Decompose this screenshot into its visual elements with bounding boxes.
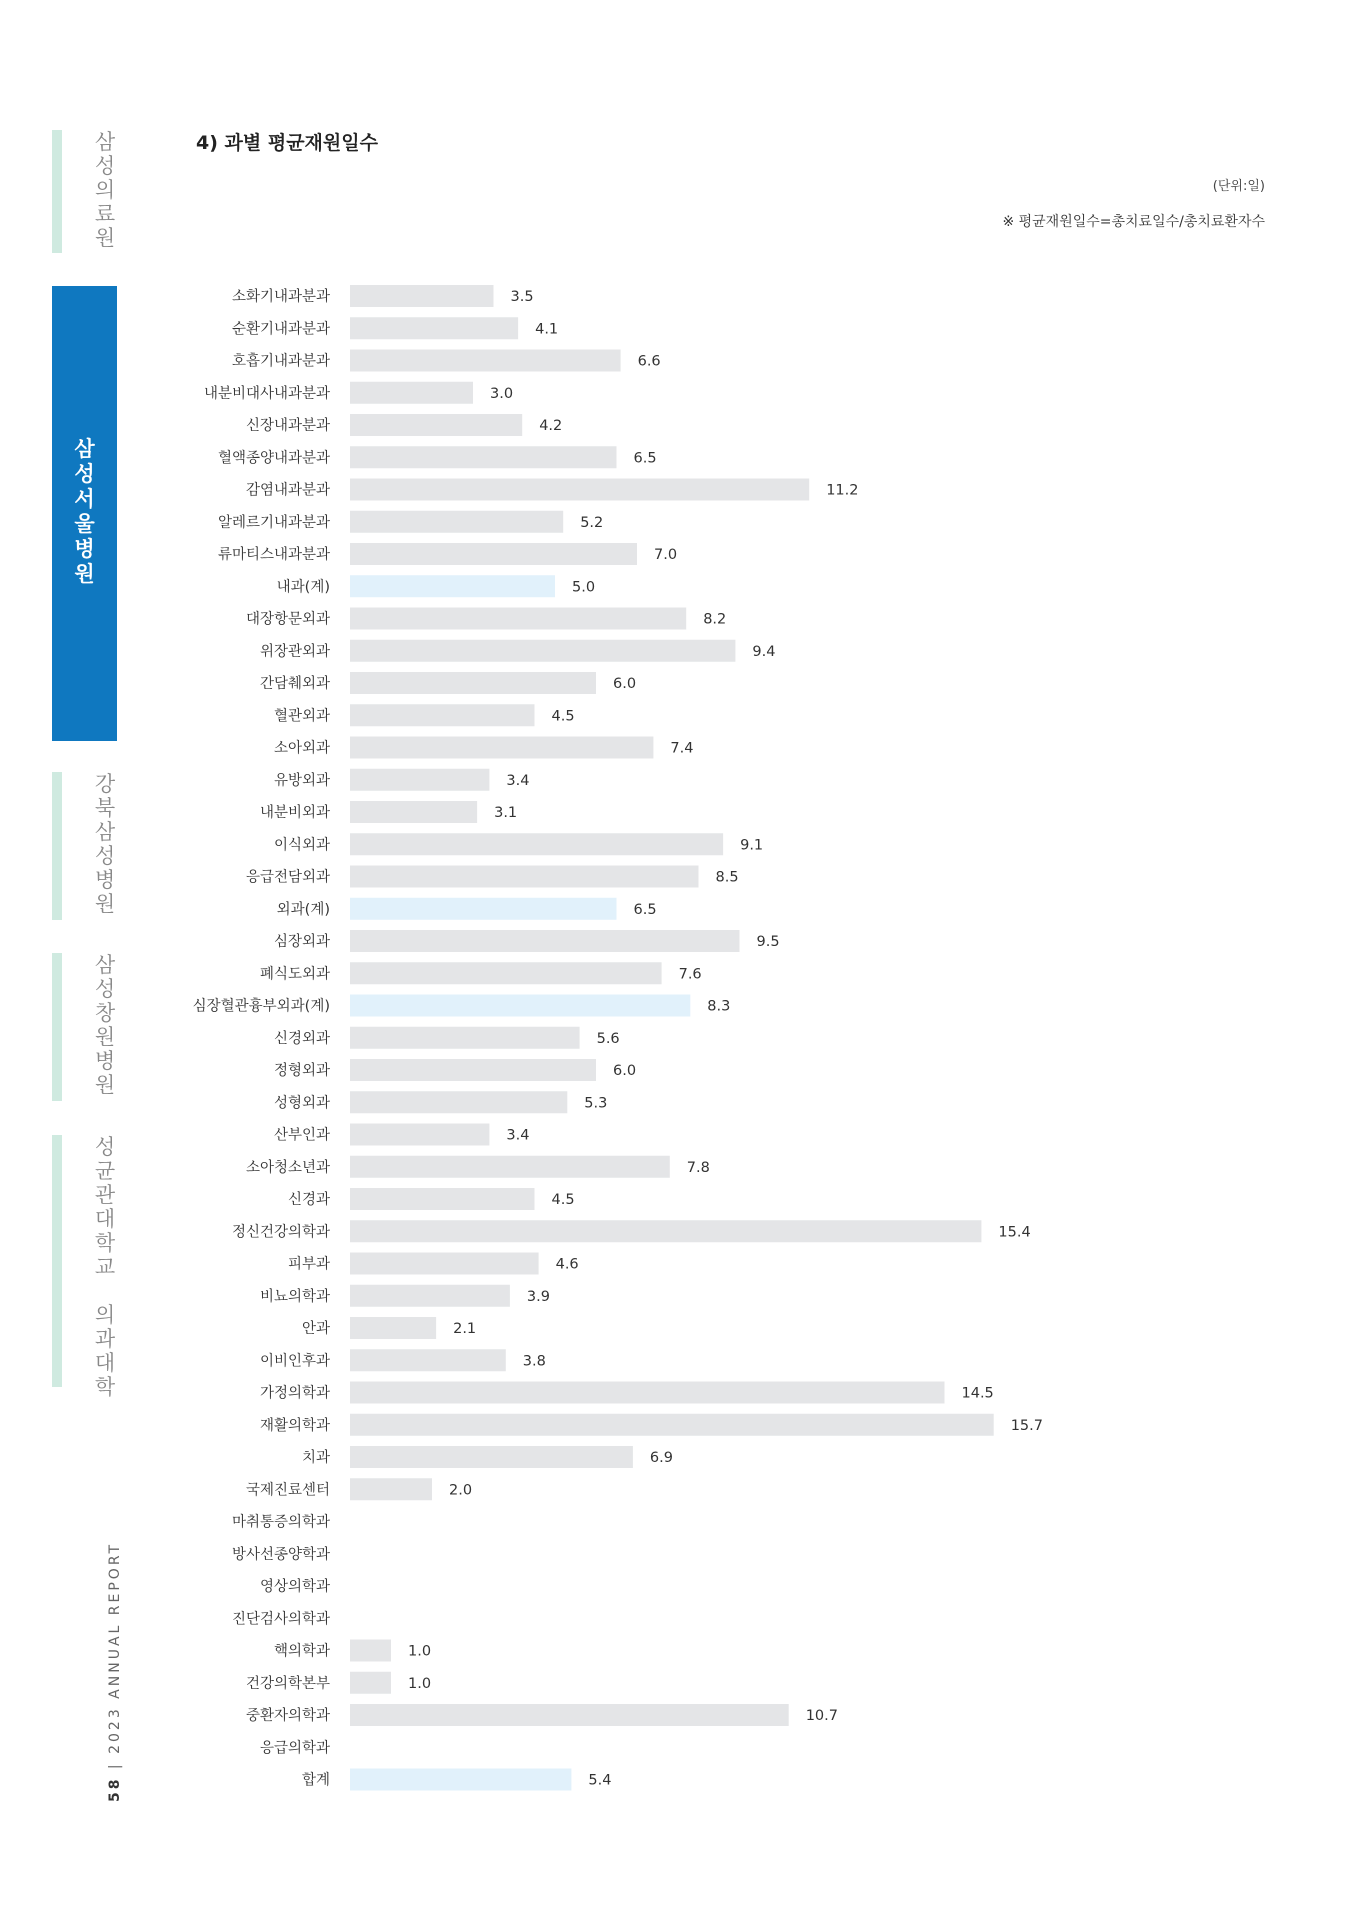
data-label: 6.5 [633, 450, 657, 467]
bar [350, 1349, 506, 1371]
category-label: 피부과 [287, 1256, 330, 1273]
data-label: 4.5 [551, 1192, 575, 1208]
bar [350, 801, 477, 823]
data-label: 5.2 [580, 514, 604, 531]
data-label: 7.4 [670, 740, 694, 757]
sidebar-item-samsung-medical-center[interactable]: 삼 성 의 료 원 [94, 130, 116, 250]
bar [350, 608, 686, 630]
bar [350, 446, 617, 468]
sidebar-item-skku-medical-school[interactable]: 성 균 관 대 학 교 의 과 대 학 [94, 1135, 116, 1399]
data-label: 9.1 [740, 837, 764, 854]
data-label: 3.8 [522, 1353, 546, 1370]
unit-label: (단위:일) [1212, 179, 1265, 194]
data-label: 5.0 [572, 579, 596, 596]
bar [350, 1091, 567, 1113]
bar [350, 1220, 981, 1242]
data-label: 1.0 [408, 1643, 432, 1660]
subtotal-bar [350, 1769, 571, 1791]
data-label: 6.0 [613, 676, 637, 692]
data-label: 4.2 [539, 418, 563, 434]
bar [350, 1027, 580, 1049]
category-label: 심장혈관흉부외과(계) [192, 998, 330, 1015]
category-label: 소아청소년과 [245, 1159, 330, 1176]
bar [350, 866, 699, 888]
category-label: 영상의학과 [259, 1579, 330, 1595]
category-label: 치과 [301, 1450, 330, 1466]
bar [350, 737, 653, 759]
data-label: 8.2 [703, 611, 727, 628]
data-label: 4.1 [535, 321, 559, 338]
data-label: 8.5 [715, 869, 739, 886]
category-label: 핵의학과 [273, 1643, 330, 1660]
category-label: 폐식도외과 [259, 966, 330, 983]
section-title: 4) 과별 평균재원일수 [196, 132, 378, 154]
bar [350, 285, 494, 307]
category-label: 정형외과 [273, 1063, 330, 1079]
data-label: 6.9 [649, 1450, 673, 1466]
category-label: 소아외과 [273, 740, 330, 757]
page-number: 58 [107, 1776, 123, 1802]
bar [350, 479, 809, 501]
category-label: 위장관외과 [259, 643, 330, 660]
bar [350, 640, 735, 662]
category-label: 응급전담외과 [245, 869, 330, 886]
category-label: 마취통증의학과 [231, 1514, 330, 1531]
bar [350, 1478, 432, 1500]
category-label: 소화기내과분과 [231, 289, 330, 305]
data-label: 14.5 [961, 1385, 994, 1402]
data-label: 4.5 [551, 708, 575, 725]
category-label: 호흡기내과분과 [231, 353, 330, 370]
category-label: 감염내과분과 [245, 482, 330, 499]
category-label: 유방외과 [273, 772, 330, 789]
data-label: 6.6 [637, 353, 661, 370]
category-label: 간담췌외과 [259, 676, 330, 692]
category-label: 내분비대사내과분과 [203, 385, 330, 402]
data-label: 15.7 [1010, 1417, 1043, 1434]
data-label: 2.1 [453, 1321, 477, 1337]
bar [350, 672, 596, 694]
data-label: 6.5 [633, 901, 657, 918]
sidebar-marker [52, 130, 62, 253]
category-label: 신장내과분과 [245, 418, 330, 434]
bar [350, 1704, 789, 1726]
bar [350, 414, 522, 436]
bar [350, 350, 621, 372]
category-label: 정신건강의학과 [231, 1224, 330, 1241]
data-label: 7.0 [654, 547, 678, 563]
category-label: 가정의학과 [259, 1385, 330, 1402]
category-label: 신경과 [287, 1192, 330, 1208]
data-label: 9.4 [752, 643, 776, 660]
category-label: 비뇨의학과 [259, 1288, 330, 1305]
bar [350, 1382, 945, 1404]
category-label: 내과(계) [276, 579, 330, 596]
category-label: 알레르기내과분과 [217, 514, 330, 531]
data-label: 6.0 [613, 1063, 637, 1079]
bar-chart [0, 270, 1357, 1810]
bar [350, 1188, 535, 1210]
bar [350, 543, 637, 565]
category-label: 대장항문외과 [245, 611, 330, 628]
bar [350, 1414, 994, 1436]
category-label: 합계 [301, 1772, 330, 1789]
subtotal-bar [350, 575, 555, 597]
data-label: 3.4 [506, 772, 530, 789]
category-label: 심장외과 [273, 934, 330, 950]
category-label: 응급의학과 [259, 1740, 330, 1757]
category-label: 국제진료센터 [245, 1482, 330, 1499]
bar [350, 1317, 436, 1339]
data-label: 5.6 [596, 1030, 620, 1047]
category-label: 진단검사의학과 [231, 1611, 330, 1628]
data-label: 3.4 [506, 1127, 530, 1144]
bar [350, 1285, 510, 1307]
data-label: 9.5 [756, 934, 780, 950]
category-label: 성형외과 [273, 1095, 330, 1112]
data-label: 1.0 [408, 1675, 432, 1692]
category-label: 중환자의학과 [245, 1708, 330, 1724]
subtotal-bar [350, 898, 617, 920]
bar [350, 1124, 489, 1146]
category-label: 이식외과 [273, 837, 330, 854]
data-label: 2.0 [449, 1482, 473, 1499]
data-label: 5.4 [588, 1772, 612, 1789]
sidebar-item-kangbuk-samsung-hospital[interactable]: 강 북 삼 성 병 원 [94, 772, 116, 916]
bar [350, 511, 563, 533]
bar [350, 769, 489, 791]
data-label: 8.3 [707, 998, 731, 1015]
data-label: 3.1 [494, 805, 518, 821]
category-label: 외과(계) [276, 901, 330, 918]
formula-note: ※ 평균재원일수=총치료일수/총치료환자수 [1002, 214, 1265, 230]
data-label: 7.6 [678, 966, 702, 983]
bar [350, 930, 740, 952]
category-label: 혈관외과 [273, 708, 330, 725]
data-label: 3.0 [490, 385, 514, 402]
sidebar-item-samsung-changwon-hospital[interactable]: 삼 성 창 원 병 원 [94, 953, 116, 1097]
bar [350, 317, 518, 339]
data-label: 15.4 [998, 1224, 1031, 1241]
category-label: 재활의학과 [259, 1417, 330, 1434]
data-label: 10.7 [805, 1708, 838, 1724]
category-label: 건강의학본부 [245, 1675, 330, 1692]
category-label: 안과 [301, 1321, 330, 1337]
bar [350, 1446, 633, 1468]
subtotal-bar [350, 995, 690, 1017]
category-label: 방사선종양학과 [231, 1546, 330, 1563]
bar [350, 704, 535, 726]
bar [350, 1059, 596, 1081]
bar [350, 1253, 539, 1275]
category-label: 순환기내과분과 [231, 321, 330, 338]
sidebar-item-label-active: 삼 성 서 울 병 원 [74, 437, 95, 586]
data-label: 5.3 [584, 1095, 608, 1112]
category-label: 혈액종양내과분과 [217, 450, 330, 467]
bar [350, 833, 723, 855]
data-label: 3.9 [526, 1288, 550, 1305]
category-label: 류마티스내과분과 [217, 547, 330, 563]
category-label: 이비인후과 [259, 1353, 330, 1370]
bar [350, 962, 662, 984]
report-label: | 2023 ANNUAL REPORT [107, 1541, 123, 1770]
bar [350, 1156, 670, 1178]
bar [350, 1640, 391, 1662]
data-label: 4.6 [555, 1256, 579, 1273]
category-label: 산부인과 [273, 1127, 330, 1144]
category-label: 신경외과 [273, 1030, 330, 1047]
data-label: 7.8 [686, 1159, 710, 1176]
data-label: 11.2 [826, 482, 859, 499]
data-label: 3.5 [510, 289, 534, 305]
bar [350, 1672, 391, 1694]
category-label: 내분비외과 [259, 805, 330, 821]
bar [350, 382, 473, 404]
